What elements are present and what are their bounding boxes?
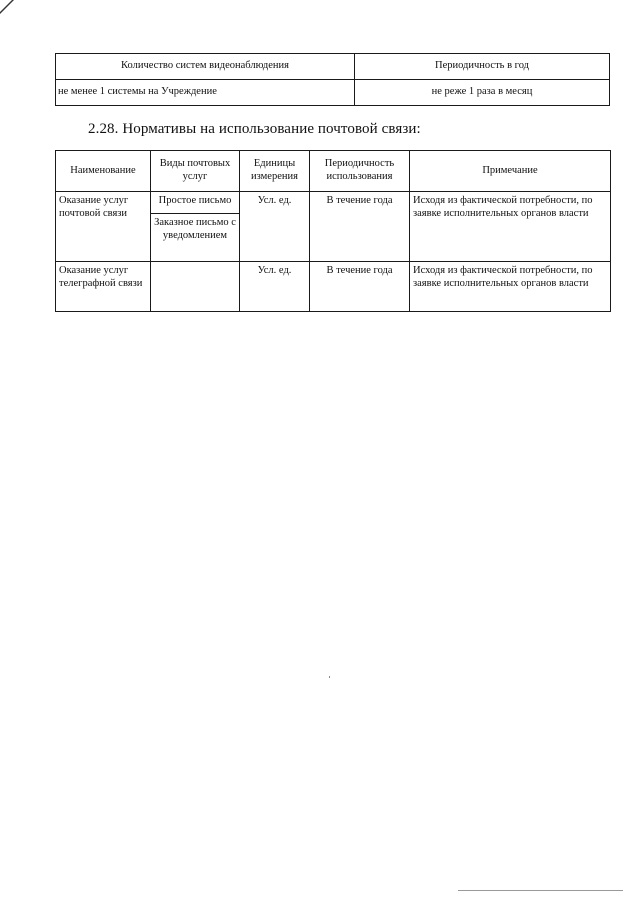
header-cell-name: Наименование	[56, 151, 151, 192]
cell-telegraph-unit: Усл. ед.	[240, 262, 310, 312]
cell-telegraph-note: Исходя из фактической потребности, по заявке исполнительных органов власти	[410, 262, 611, 312]
table-row	[56, 80, 610, 106]
corner-crop-mark	[0, 0, 14, 14]
cell-registered-letter: Заказное письмо с уведомлением	[151, 214, 240, 262]
cell-postal-name: Оказание услуг почтовой связи	[56, 192, 151, 262]
cell-telegraph-period: В течение года	[310, 262, 410, 312]
cell-telegraph-name: Оказание услуг телеграфной связи	[56, 262, 151, 312]
header-cell-units: Единицы измерения	[240, 151, 310, 192]
cell-systems-count: не менее 1 системы на Учреждение	[56, 80, 355, 106]
scan-speck	[329, 676, 330, 678]
postal-services-table	[55, 150, 611, 312]
header-cell-systems-count: Количество систем видеонаблюдения	[56, 54, 355, 80]
section-title: 2.28. Нормативы на использование почтовой связи:	[88, 121, 421, 137]
header-cell-note: Примечание	[410, 151, 611, 192]
table-row	[56, 262, 611, 312]
cell-telegraph-service	[151, 262, 240, 312]
cell-simple-letter: Простое письмо	[151, 192, 240, 214]
header-cell-service-types: Виды почтовых услуг	[151, 151, 240, 192]
cell-frequency: не реже 1 раза в месяц	[355, 80, 610, 106]
header-cell-frequency: Периодичность в год	[355, 54, 610, 80]
cell-postal-note: Исходя из фактической потребности, по заявке исполнительных органов власти	[410, 192, 611, 262]
bottom-rule	[458, 890, 623, 891]
cell-postal-period: В течение года	[310, 192, 410, 262]
video-surveillance-table	[55, 53, 610, 106]
header-cell-periodicity: Периодичность использования	[310, 151, 410, 192]
cell-postal-unit: Усл. ед.	[240, 192, 310, 262]
table-header-row	[56, 54, 610, 80]
table-row	[56, 192, 611, 214]
table-header-row	[56, 151, 611, 192]
